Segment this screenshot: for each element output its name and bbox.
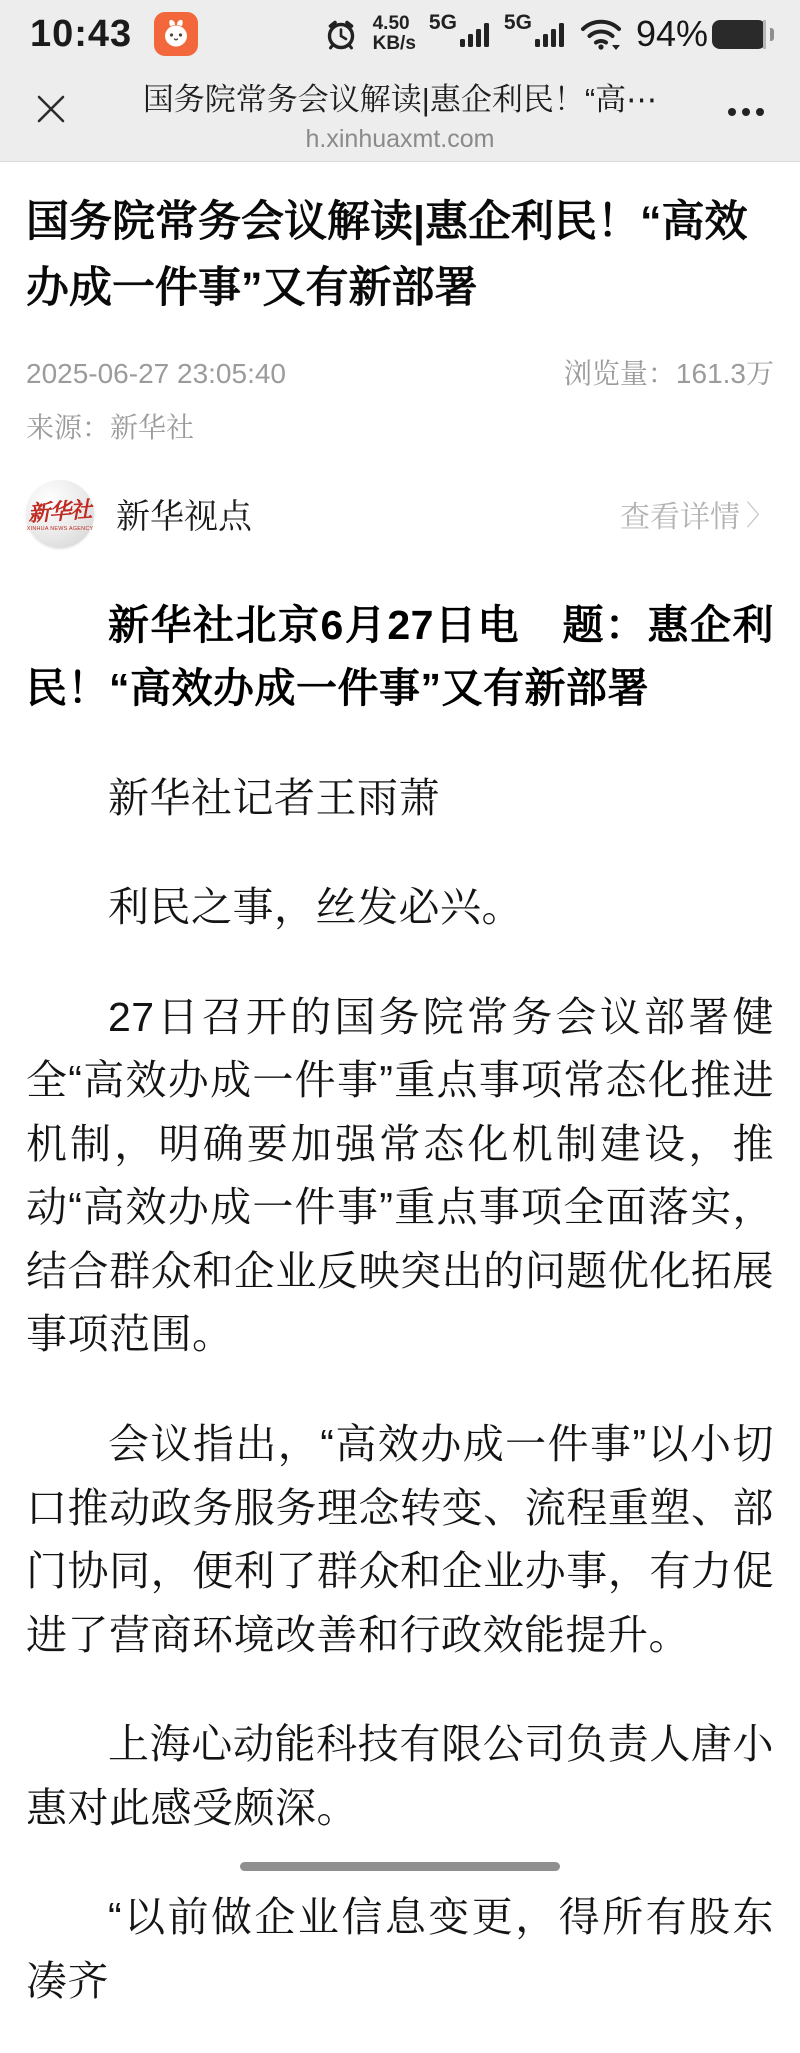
page-url: h.xinhuaxmt.com [305, 125, 495, 153]
signal-bars-icon [459, 19, 491, 49]
battery-percent: 94% [635, 13, 708, 54]
close-icon [34, 92, 68, 126]
network-speed [373, 14, 416, 54]
sim2-5g-label: 5G [503, 11, 532, 34]
scroll-indicator[interactable] [240, 1862, 560, 1871]
view-count: 浏览量：161.3万 [563, 357, 774, 389]
status-bar [0, 0, 800, 64]
browser-header [0, 64, 800, 162]
close-button[interactable] [30, 88, 72, 130]
paragraph: 上海心动能科技有限公司负责人唐小惠对此感受颇深。 [26, 1721, 774, 1831]
signal-sim1 [428, 11, 491, 49]
sim1-5g-label: 5G [428, 11, 457, 34]
paragraph: 新华社记者王雨萧 [108, 774, 440, 821]
signal-bars-icon [534, 19, 566, 49]
net-speed-unit: KB/s [372, 33, 416, 54]
paragraph: 会议指出，“高效办成一件事”以小切口推动政务服务理念转变、流程重塑、部门协同，便利了群众和企业办事，有力促进了营商环境改善和行政效能提升。 [26, 1421, 774, 1658]
article-page [0, 190, 800, 2053]
bunny-app-icon [154, 12, 198, 56]
more-menu-button[interactable] [728, 108, 764, 116]
article-body [26, 594, 774, 2053]
paragraph: 27日召开的国务院常务会议部署健全“高效办成一件事”重点事项常态化推进机制，明确要加强常态化机制建设，推动“高效办成一件事”重点事项全面落实，结合群众和企业反映突出的问题优化拓展事项范围。 [26, 993, 774, 1358]
article-source: 来源：新华社 [26, 411, 195, 443]
xinhua-logo-icon [26, 480, 94, 548]
article-title: 国务院常务会议解读|惠企利民！“高效办成一件事”又有新部署 [26, 198, 748, 312]
signal-sim2 [503, 11, 566, 49]
article-meta-row [26, 352, 774, 392]
battery-icon [712, 20, 766, 49]
paragraph: 新华社北京6月27日电 题：惠企利民！“高效办成一件事”又有新部署 [26, 601, 774, 712]
publish-time: 2025-06-27 23:05:40 [26, 357, 286, 389]
net-speed-value: 4.50 [372, 13, 410, 35]
author-card[interactable] [26, 480, 774, 548]
paragraph: “以前做企业信息变更，得所有股东凑齐 [26, 1894, 774, 2004]
author-name: 新华视点 [116, 498, 252, 537]
battery-indicator [636, 13, 774, 55]
view-details-label: 查看详情 [619, 500, 740, 534]
logo-sub-text: XINHUA NEWS AGENCY [26, 526, 94, 532]
status-indicators [322, 13, 774, 55]
alarm-icon [322, 15, 360, 53]
page-title: 国务院常务会议解读|惠企利民！“高⋯ [142, 82, 658, 117]
page-title-block [100, 74, 700, 154]
chevron-right-icon: 〉 [745, 499, 774, 531]
clock-time: 10:43 [30, 12, 133, 55]
paragraph: 利民之事，丝发必兴。 [108, 884, 523, 931]
logo-main-text: 新华社 [27, 496, 93, 527]
more-menu-icon [728, 108, 736, 116]
view-details-link[interactable] [620, 492, 774, 536]
wifi-icon [579, 16, 623, 52]
